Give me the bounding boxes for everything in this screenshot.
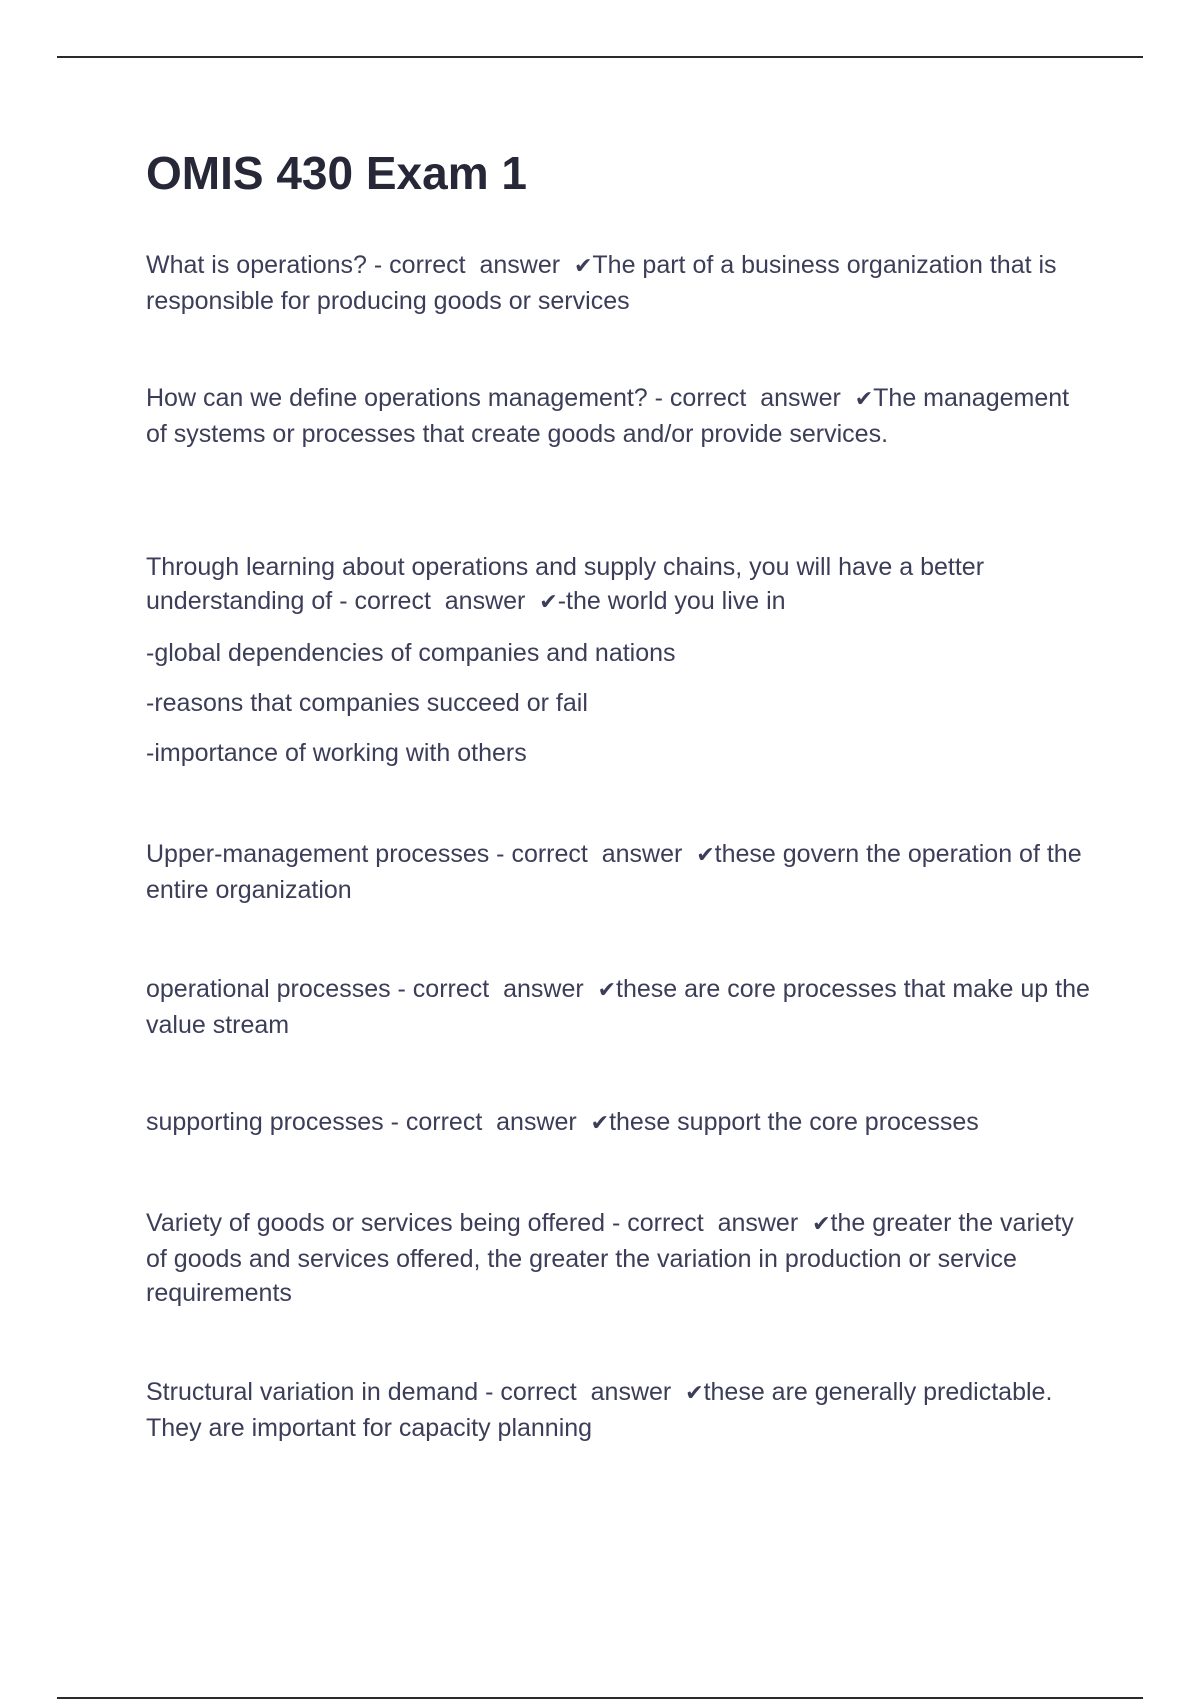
answer-text: these are core processes that make up the value stream	[146, 975, 1090, 1039]
check-icon: ✔	[812, 1212, 831, 1237]
qa-entry	[146, 837, 1096, 907]
check-icon: ✔	[597, 978, 617, 1003]
answer-text: The management of systems or processes that create goods and/or provide services.	[146, 384, 1070, 448]
document-title: OMIS 430 Exam 1	[146, 147, 527, 199]
qa-entry	[146, 972, 1096, 1042]
question-text: supporting processes	[146, 1108, 384, 1136]
check-icon: ✔	[854, 387, 874, 412]
check-icon: ✔	[573, 254, 593, 279]
answer-list-item: -global dependencies of companies and nations	[146, 639, 676, 667]
answer-text: the greater the variety of goods and services offered, the greater the variation in production or service requirements	[146, 1209, 1074, 1307]
qa-text	[146, 1375, 1096, 1445]
check-icon: ✔	[685, 1381, 704, 1406]
qa-entry	[146, 1375, 1096, 1445]
answer-separator: - correct answer	[383, 1108, 591, 1136]
qa-text	[146, 837, 1096, 907]
answer-separator: - correct answer	[489, 840, 697, 868]
answer-list-item: -importance of working with others	[146, 739, 527, 767]
check-icon: ✔	[590, 1111, 610, 1136]
qa-entry	[146, 381, 1096, 451]
qa-entry	[146, 1206, 1096, 1310]
question-text: Upper-management processes	[146, 840, 490, 868]
answer-text: these are generally predictable. They are important for capacity planning	[146, 1378, 1053, 1442]
answer-text: -the world you live in	[557, 587, 786, 615]
answer-list-item: -reasons that companies succeed or fail	[146, 689, 588, 717]
qa-text	[146, 1105, 1096, 1141]
check-icon: ✔	[696, 843, 715, 868]
answer-separator: - correct answer	[332, 587, 540, 615]
answer-text: The part of a business organization that is responsible for producing goods or services	[146, 251, 1057, 315]
qa-entry	[146, 550, 1096, 770]
answer-separator: - correct answer	[390, 975, 598, 1003]
question-text: How can we define operations management?	[146, 384, 648, 412]
answer-text: these support the core processes	[609, 1108, 979, 1136]
qa-entry	[146, 248, 1096, 318]
qa-text	[146, 1206, 1096, 1310]
answer-separator: - correct answer	[647, 384, 855, 412]
qa-entry	[146, 1105, 1096, 1141]
answer-separator: - correct answer	[605, 1209, 813, 1237]
qa-text	[146, 248, 1096, 318]
question-text: What is operations?	[146, 251, 367, 279]
check-icon: ✔	[539, 590, 558, 615]
qa-text	[146, 972, 1096, 1042]
answer-separator: - correct answer	[366, 251, 574, 279]
answer-separator: - correct answer	[478, 1378, 686, 1406]
qa-text	[146, 550, 1096, 620]
qa-text	[146, 381, 1096, 451]
top-rule	[57, 56, 1143, 58]
question-text: operational processes	[146, 975, 391, 1003]
bottom-rule	[57, 1697, 1143, 1699]
question-text: Structural variation in demand	[146, 1378, 479, 1406]
answer-text: these govern the operation of the entire organization	[146, 840, 1082, 904]
question-text: Through learning about operations and supply chains, you will have a better understanding of	[146, 553, 985, 615]
question-text: Variety of goods or services being offered	[146, 1209, 606, 1237]
